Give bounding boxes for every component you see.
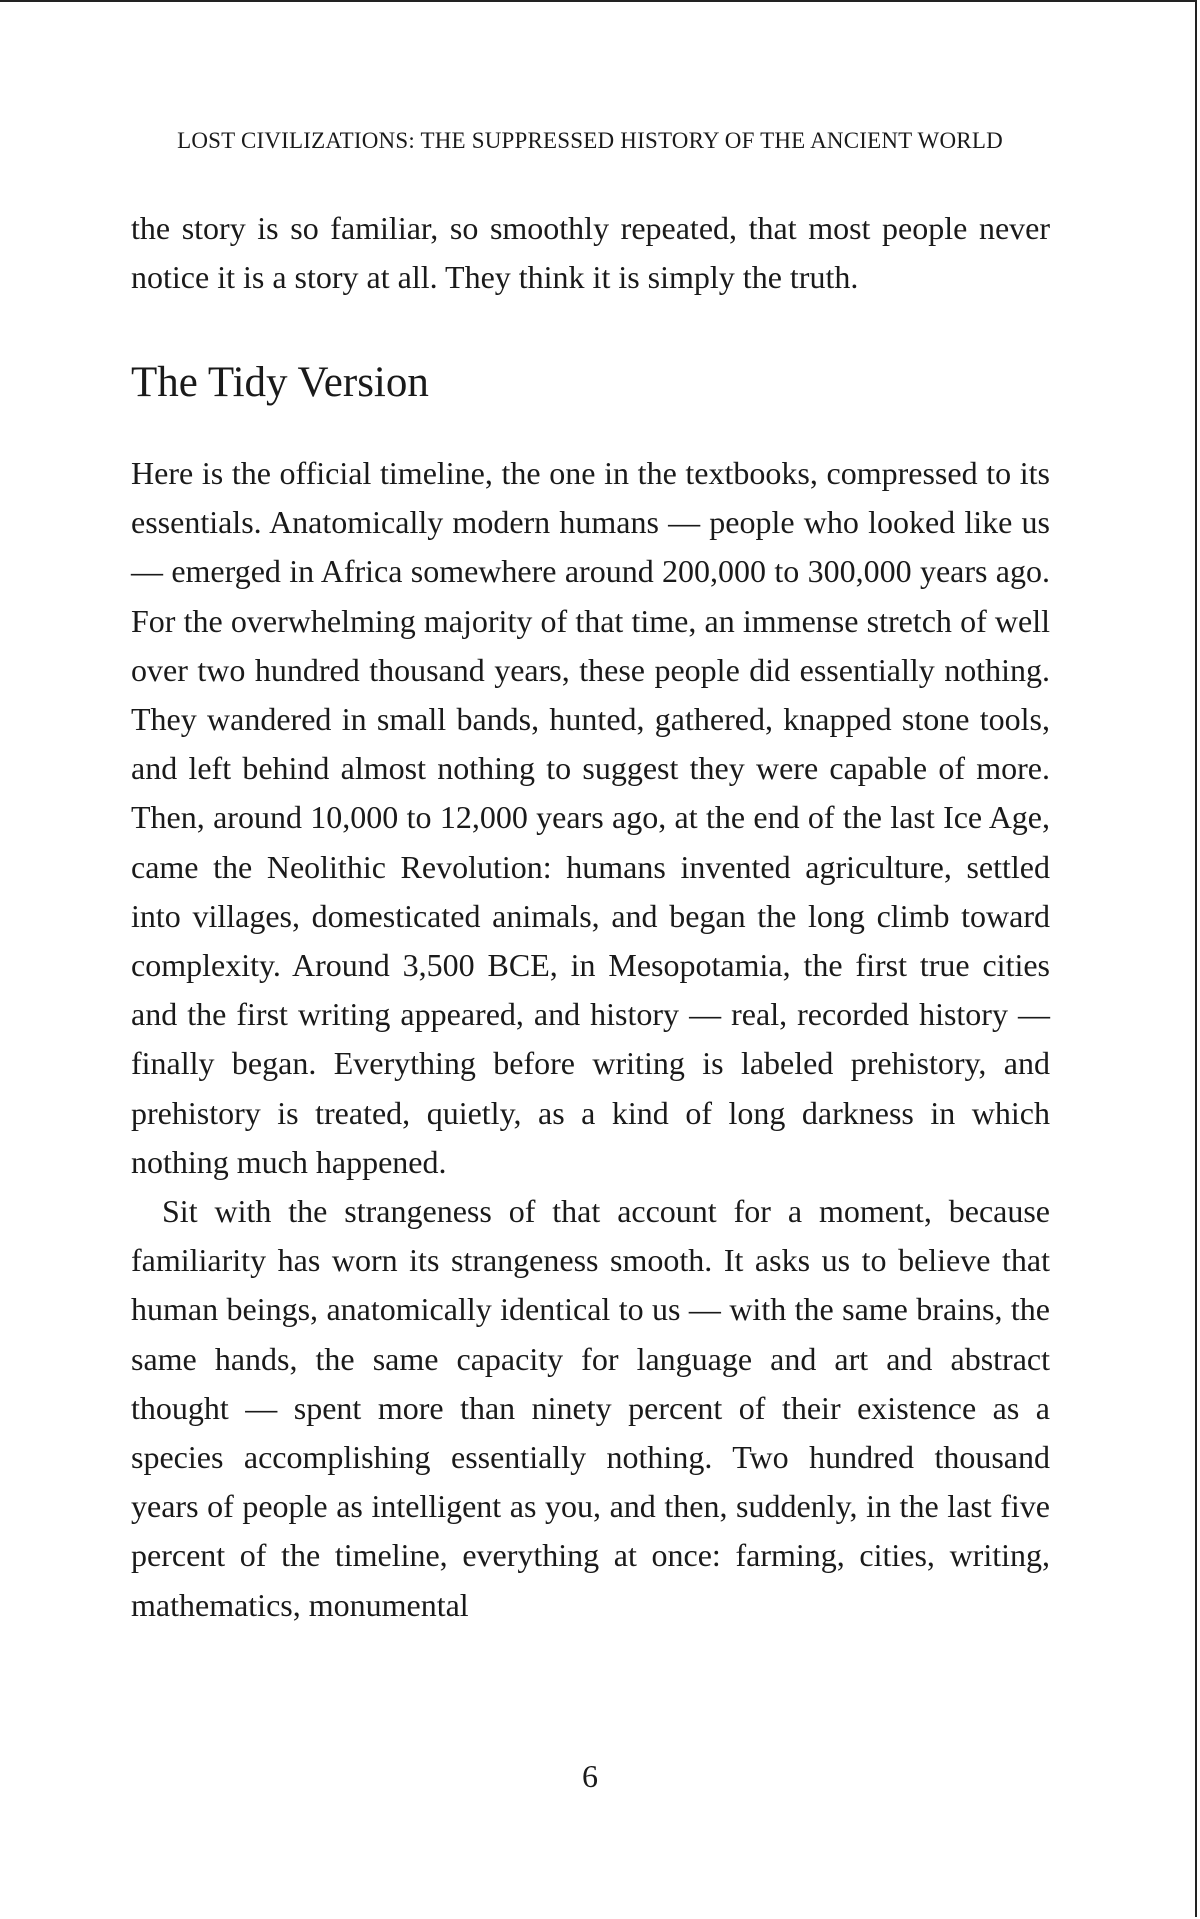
opening-text xyxy=(131,204,1050,302)
body-paragraph-2: Sit with the strangeness of that account for a moment, because familiarity has worn its strangeness smooth. It asks us to believe that human beings, anatomically identical to us — with the same brains, the same hands, the same capacity for language and art and abstract thought — spent more than ninety percent of their existence as a species accomplishing essentially nothing. Two hundred thousand years of people as intelligent as you, and then, suddenly, in the last five percent of the timeline, everything at once: farming, cities, writing, mathematics, monumental xyxy=(131,1193,1050,1623)
opening-paragraph: the story is so familiar, so smoothly repeated, that most people never notice it is a story at all. They think it is simply the truth. xyxy=(131,210,1050,296)
section-heading: The Tidy Version xyxy=(131,359,429,406)
body-paragraph-1: Here is the official timeline, the one in the textbooks, compressed to its essentials. Anatomically modern humans — people who looked like us — emerged in Africa somewhere around 200,000 to 300,000 years ago. For the overwhelming majority of that time, an immense stretch of well over two hundred thousand years, these people did essentially nothing. They wandered in small bands, hunted, gathered, knapped stone tools, and left behind almost nothing to suggest they were capable of more. Then, around 10,000 to 12,000 years ago, at the end of the last Ice Age, came the Neolithic Revolution: humans invented agriculture, settled into villages, domesticated animals, and began the long climb toward complexity. Around 3,500 BCE, in Mesopotamia, the first true cities and the first writing appeared, and history — real, recorded history — finally began. Everything before writing is labeled prehistory, and prehistory is treated, quietly, as a kind of long darkness in which nothing much happened. xyxy=(131,455,1050,1180)
page-number: 6 xyxy=(582,1758,598,1794)
running-head: LOST CIVILIZATIONS: THE SUPPRESSED HISTORY OF THE ANCIENT WORLD xyxy=(177,128,1003,153)
section-body xyxy=(131,449,1050,1630)
